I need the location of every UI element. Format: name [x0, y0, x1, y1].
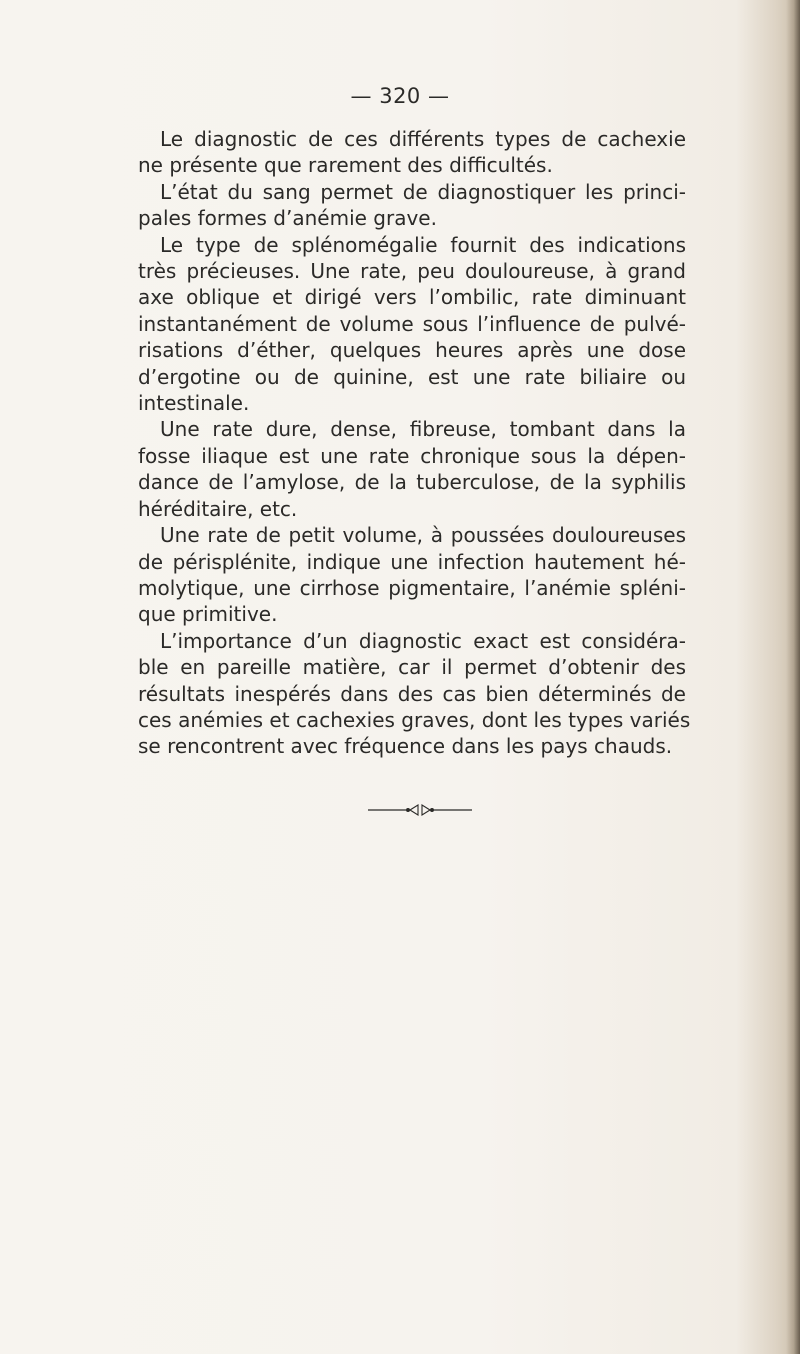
text-line: dance de l’amylose, de la tuberculose, de la syphilis — [138, 470, 686, 495]
body-text — [138, 126, 691, 760]
text-line: se rencontrent avec fréquence dans les pays chauds. — [138, 734, 673, 759]
text-line: fosse iliaque est une rate chronique sous la dépen- — [138, 443, 686, 468]
text-line: Le type de splénomégalie fournit des indications — [160, 232, 686, 257]
text-line: pales formes d’anémie grave. — [138, 206, 437, 231]
text-line: ble en pareille matière, car il permet d’obtenir des — [138, 655, 686, 680]
text-line: molytique, une cirrhose pigmentaire, l’anémie spléni- — [138, 575, 686, 600]
text-line: d’ergotine ou de quinine, est une rate biliaire ou — [138, 364, 686, 389]
text-line: ces anémies et cachexies graves, dont les types variés — [138, 707, 691, 732]
text-line: très précieuses. Une rate, peu douloureuse, à grand — [138, 259, 686, 284]
text-line: intestinale. — [138, 391, 250, 416]
text-line: Une rate dure, dense, fibreuse, tombant dans la — [160, 417, 686, 442]
text-line: Le diagnostic de ces différents types de cachexie — [160, 127, 686, 151]
text-line: instantanément de volume sous l’influence de pulvé- — [138, 311, 686, 336]
text-line: Une rate de petit volume, à poussées douloureuses — [160, 523, 686, 548]
page-number: — 320 — — [350, 84, 450, 108]
page-edge-shadow — [786, 0, 800, 1354]
text-line: héréditaire, etc. — [138, 496, 298, 521]
text-line: ne présente que rarement des difficultés. — [138, 153, 553, 178]
text-line: de périsplénite, indique une infection hautement hé- — [138, 549, 686, 574]
fleuron-divider-icon — [368, 803, 472, 817]
text-line: axe oblique et dirigé vers l’ombilic, rate diminuant — [138, 285, 686, 310]
text-line: L’état du sang permet de diagnostiquer les princi- — [160, 179, 686, 204]
text-line: risations d’éther, quelques heures après une dose — [138, 338, 686, 363]
text-line: L’importance d’un diagnostic exact est considéra- — [160, 628, 686, 653]
text-line: que primitive. — [138, 602, 278, 627]
text-line: résultats inespérés dans des cas bien déterminés de — [138, 681, 686, 706]
